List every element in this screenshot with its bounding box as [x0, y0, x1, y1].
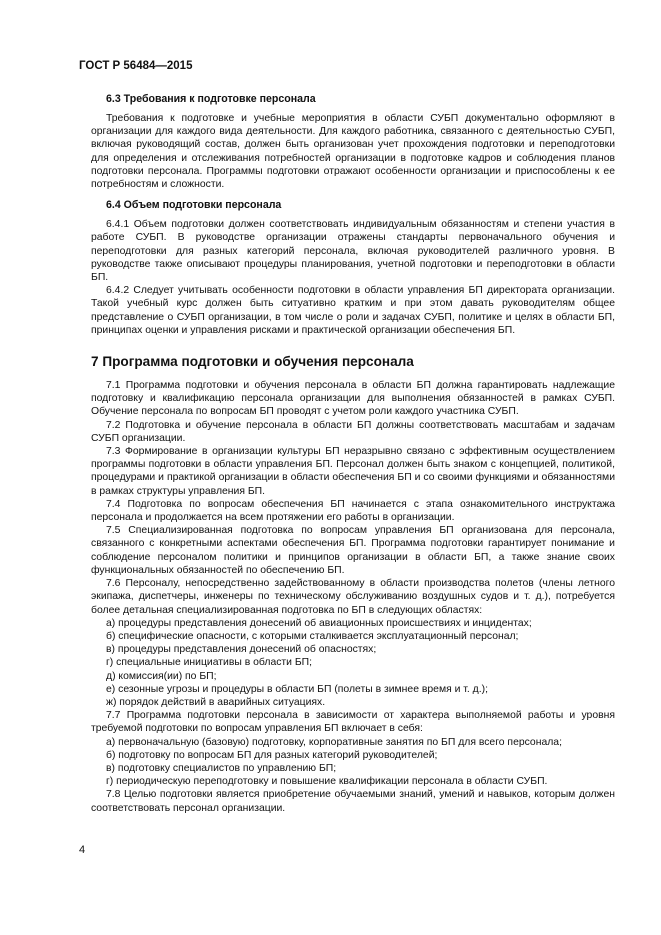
list-item: в) процедуры представления донесений об опасностях;: [106, 644, 377, 656]
list-item: г) периодическую переподготовку и повышение квалификации персонала в области СУБП.: [106, 776, 548, 788]
page-content: [91, 93, 615, 815]
list-item: а) процедуры представления донесений об авиационных происшествиях и инцидентах;: [106, 617, 532, 629]
paragraph-6-4-1: 6.4.1 Объем подготовки должен соответствовать индивидуальным обязанностям и степени участия в работе СУБП. В руководстве организации отражены стандарты первоначального обучения и переподготовки для разных категорий персонала, включая руководителей различного уровня. В руководстве также описывают процедуры планирования, учетной подготовки и переподготовки в области БП.: [91, 219, 615, 284]
section-6-3-title: 6.3 Требования к подготовке персонала: [106, 93, 316, 105]
paragraph-7-3: 7.3 Формирование в организации культуры БП неразрывно связано с эффективным осуществлением программы подготовки в области управления БП. Персонал должен быть знаком с концепцией, политикой, процедурами и практикой организации в области обеспечения БП и со своими функциями и обязанностями в рамках структуры управления БП.: [91, 446, 615, 497]
list-item: ж) порядок действий в аварийных ситуациях.: [106, 696, 326, 708]
list-item: б) подготовку по вопросам БП для разных категорий руководителей;: [106, 749, 438, 761]
paragraph-7-4: 7.4 Подготовка по вопросам обеспечения БП начинается с этапа ознакомительного инструктажа персонала и продолжается на всем протяжении его работы в организации.: [91, 498, 615, 524]
page-number: 4: [79, 844, 86, 856]
list-item: е) сезонные угрозы и процедуры в области БП (полеты в зимнее время и т. д.);: [106, 683, 488, 695]
list-item: в) подготовку специалистов по управлению БП;: [106, 762, 337, 774]
section-6-3: [91, 93, 615, 191]
list-7-6: [91, 617, 615, 709]
paragraph-7-5: 7.5 Специализированная подготовка по вопросам управления БП организована для персонала, связанного с конкретными аспектами обеспечения БП. Программа подготовки гарантирует понимание и соблюдение персоналом политики и принципов организации в области БП, а также знание своих функциональных обязанностей по обеспечению БП.: [91, 525, 615, 576]
paragraph-7-6: 7.6 Персоналу, непосредственно задействованному в области производства полетов (члены летного экипажа, диспетчеры, инженеры по техническому обслуживанию воздушных судов и т. д.), потребуется более детальная специализированная подготовка по БП в следующих областях:: [91, 578, 615, 616]
list-item: д) комиссия(ии) по БП;: [106, 670, 217, 682]
list-7-7: [91, 736, 615, 789]
section-7: [91, 354, 615, 815]
section-6-4: [91, 199, 615, 337]
document-header: ГОСТ Р 56484—2015: [79, 60, 193, 72]
section-6-4-title: 6.4 Объем подготовки персонала: [106, 199, 282, 212]
paragraph-7-8: 7.8 Целью подготовки является приобретение обучаемыми знаний, умений и навыков, которым должен соответствовать персонал организации.: [91, 789, 615, 814]
section-6-3-paragraph: Требования к подготовке и учебные мероприятия в области СУБП документально оформляют в организации для каждого вида деятельности. Для каждого работника, связанного с деятельностью СУБП, включая руководящий состав, должен быть организован учет прохождения подготовки и переподготовки для определения и отслеживания потребностей организации в подготовке кадров и соблюдения планов подготовки персонала. Программы подготовки отражают особенности организации и приспособлены к ее потребностям и сложности.: [91, 113, 615, 191]
paragraph-6-4-2: 6.4.2 Следует учитывать особенности подготовки в области управления БП директората организации. Такой учебный курс должен быть ситуативно кратким и при этом давать руководителям общее представление о СУБП организации, в том числе о роли и задачах СУБП, политике и целях в области БП, принципах оценки и управления рисками и практической организации обеспечения БП.: [91, 285, 615, 336]
list-item: г) специальные инициативы в области БП;: [106, 657, 313, 669]
section-7-title: 7 Программа подготовки и обучения персонала: [91, 354, 414, 370]
list-item: а) первоначальную (базовую) подготовку, корпоративные занятия по БП для всего персонала;: [106, 736, 562, 748]
paragraph-7-7: 7.7 Программа подготовки персонала в зависимости от характера выполняемой работы и уровня требуемой подготовки по вопросам управления БП включает в себя:: [91, 710, 615, 735]
paragraph-7-2: 7.2 Подготовка и обучение персонала в области БП должны соответствовать масштабам и задачам СУБП организации.: [91, 419, 615, 444]
list-item: б) специфические опасности, с которыми сталкивается эксплуатационный персонал;: [106, 630, 519, 642]
paragraph-7-1: 7.1 Программа подготовки и обучения персонала в области БП должна гарантировать надлежащие подготовку и квалификацию персонала организации для выполнения обязанностей в рамках СУБП. Обучение персонала по вопросам БП проводят с учетом роли каждого участника СУБП.: [91, 380, 615, 418]
